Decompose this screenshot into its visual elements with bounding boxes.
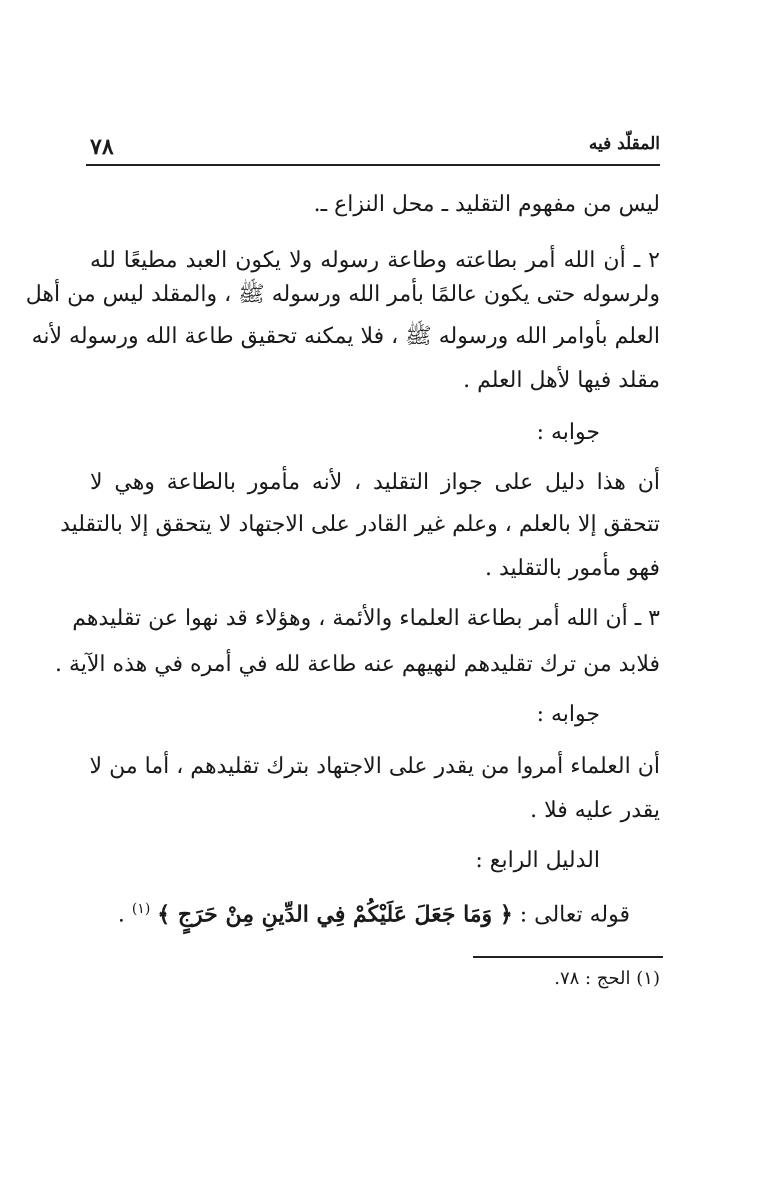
footnote-text: الحج : ٧٨.: [554, 968, 631, 989]
text-line: ولرسوله حتى يكون عالمًا بأمر الله ورسوله ﷺ ، والمقلد ليس من أهل: [25, 282, 660, 307]
answer-heading: جوابه :: [536, 702, 600, 727]
verse-line: [60, 894, 630, 930]
footnote-rule: [473, 956, 663, 958]
text-line: ٣ ـ أن الله أمر بطاعة العلماء والأئمة ، وهؤلاء قد نهوا عن تقليدهم: [72, 606, 660, 631]
footnote-number: (١): [636, 968, 660, 989]
page-number: ٧٨: [90, 134, 114, 160]
text-line: ليس من مفهوم التقليد ـ محل النزاع ـ.: [313, 192, 660, 217]
text-line: فهو مأمور بالتقليد .: [484, 556, 660, 581]
text-line: يقدر عليه فلا .: [530, 798, 660, 823]
quran-verse: ﴿ وَمَا جَعَلَ عَلَيْكُمْ فِي الدِّينِ مِنْ حَرَجٍ ﴾: [157, 901, 513, 928]
text-line: أن هذا دليل على جواز التقليد ، لأنه مأمور بالطاعة وهي لا: [90, 470, 660, 495]
page-header: [86, 126, 660, 166]
text-line: تتحقق إلا بالعلم ، وعلم غير القادر على الاجتهاد لا يتحقق إلا بالتقليد: [60, 512, 660, 537]
text-line: أن العلماء أمروا من يقدر على الاجتهاد بترك تقليدهم ، أما من لا: [89, 754, 660, 779]
header-rule: [86, 164, 660, 166]
text-line: العلم بأوامر الله ورسوله ﷺ ، فلا يمكنه تحقيق طاعة الله ورسوله لأنه: [31, 324, 660, 349]
section-heading: الدليل الرابع :: [475, 848, 600, 873]
footnote: [554, 968, 660, 989]
verse-suffix: .: [117, 902, 125, 928]
text-line: مقلد فيها لأهل العلم .: [463, 368, 660, 393]
text-line: فلابد من ترك تقليدهم لنهيهم عنه طاعة لله في أمره في هذه الآية .: [54, 652, 660, 677]
verse-prefix: قوله تعالى :: [519, 902, 630, 928]
footnote-marker: (١): [131, 901, 151, 917]
text-line: ٢ ـ أن الله أمر بطاعته وطاعة رسوله ولا يكون العبد مطيعًا لله: [90, 248, 660, 273]
answer-heading: جوابه :: [536, 420, 600, 445]
running-title: المقلّد فيه: [588, 134, 660, 154]
